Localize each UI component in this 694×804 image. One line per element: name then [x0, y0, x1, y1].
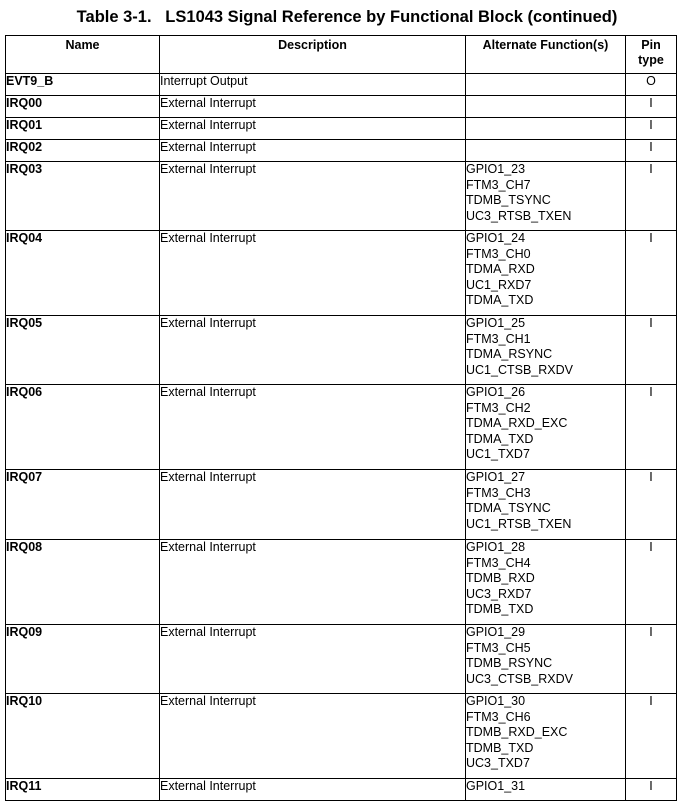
alternate-function: TDMA_RXD_EXC [466, 416, 568, 430]
pin-type: I [626, 140, 677, 162]
table-row [6, 231, 677, 316]
alternate-function: FTM3_CH6 [466, 709, 531, 724]
alternate-function: UC3_RTSB_TXEN [466, 208, 572, 223]
pin-type: O [626, 74, 677, 96]
alternate-function: GPIO1_28 [466, 540, 526, 554]
alternate-functions [466, 96, 626, 118]
signal-name: IRQ07 [6, 470, 160, 540]
header-pin-type-line2: type [638, 53, 664, 67]
header-alternate-functions: Alternate Function(s) [466, 36, 626, 74]
table-row [6, 779, 677, 801]
table-row [6, 470, 677, 540]
pin-type: I [626, 118, 677, 140]
alternate-function: TDMB_RSYNC [466, 656, 553, 670]
pin-type: I [626, 96, 677, 118]
header-pin-type [626, 36, 677, 74]
signal-description: External Interrupt [160, 316, 466, 385]
pin-type: I [626, 162, 677, 231]
table-row [6, 140, 677, 162]
signal-description: External Interrupt [160, 694, 466, 779]
table-row [6, 74, 677, 96]
alternate-function: FTM3_CH0 [466, 246, 531, 261]
signal-name: IRQ05 [6, 316, 160, 385]
alternate-function: TDMA_RXD [466, 262, 535, 276]
signal-name: IRQ00 [6, 96, 160, 118]
alternate-functions [466, 118, 626, 140]
alternate-functions [466, 74, 626, 96]
alternate-function: UC1_TXD7 [466, 447, 530, 461]
signal-table [5, 35, 677, 801]
alternate-function: GPIO1_26 [466, 385, 526, 399]
signal-name: EVT9_B [6, 74, 160, 96]
alternate-function: TDMA_TXD [466, 293, 534, 307]
table-row [6, 316, 677, 385]
alternate-function: UC1_RXD7 [466, 277, 532, 292]
alternate-function: TDMA_RSYNC [466, 347, 553, 361]
alternate-function: FTM3_CH2 [466, 400, 531, 415]
header-description: Description [160, 36, 466, 74]
alternate-function: GPIO1_23 [466, 162, 526, 176]
alternate-functions [466, 162, 626, 231]
alternate-functions [466, 694, 626, 779]
signal-description: Interrupt Output [160, 74, 466, 96]
alternate-functions [466, 625, 626, 694]
signal-description: External Interrupt [160, 118, 466, 140]
signal-name: IRQ04 [6, 231, 160, 316]
alternate-function: TDMB_TXD [466, 740, 534, 755]
header-row [6, 36, 677, 74]
signal-description: External Interrupt [160, 96, 466, 118]
alternate-function: FTM3_CH3 [466, 485, 531, 500]
table-row [6, 162, 677, 231]
signal-description: External Interrupt [160, 470, 466, 540]
alternate-functions [466, 231, 626, 316]
alternate-function: UC3_RXD7 [466, 586, 532, 601]
alternate-function: UC3_TXD7 [466, 756, 530, 770]
signal-description: External Interrupt [160, 162, 466, 231]
alternate-function: GPIO1_24 [466, 231, 526, 245]
table-row [6, 625, 677, 694]
table-row [6, 540, 677, 625]
signal-description: External Interrupt [160, 140, 466, 162]
alternate-functions [466, 385, 626, 470]
pin-type: I [626, 694, 677, 779]
alternate-function: GPIO1_29 [466, 625, 526, 639]
table-row [6, 118, 677, 140]
signal-name: IRQ03 [6, 162, 160, 231]
alternate-function: TDMB_RXD [466, 571, 535, 585]
pin-type: I [626, 470, 677, 540]
signal-description: External Interrupt [160, 231, 466, 316]
alternate-functions [466, 140, 626, 162]
signal-name: IRQ09 [6, 625, 160, 694]
alternate-functions [466, 470, 626, 540]
header-pin-type-line1: Pin [641, 38, 661, 52]
alternate-function: GPIO1_31 [466, 779, 526, 793]
alternate-function: TDMA_TXD [466, 431, 534, 446]
pin-type: I [626, 779, 677, 801]
alternate-function: UC3_CTSB_RXDV [466, 671, 573, 686]
pin-type: I [626, 625, 677, 694]
alternate-function: FTM3_CH7 [466, 177, 531, 192]
pin-type: I [626, 316, 677, 385]
header-name: Name [6, 36, 160, 74]
alternate-function: TDMB_RXD_EXC [466, 725, 568, 739]
table-title: Table 3-1. LS1043 Signal Reference by Functional Block (continued) [76, 8, 618, 26]
alternate-function: TDMB_TXD [466, 602, 534, 616]
alternate-function: UC1_RTSB_TXEN [466, 516, 572, 531]
alternate-function: FTM3_CH1 [466, 331, 531, 346]
table-row [6, 694, 677, 779]
alternate-functions [466, 316, 626, 385]
alternate-functions [466, 540, 626, 625]
signal-name: IRQ10 [6, 694, 160, 779]
alternate-function: GPIO1_30 [466, 694, 526, 708]
alternate-function: GPIO1_27 [466, 470, 526, 484]
alternate-function: FTM3_CH4 [466, 555, 531, 570]
pin-type: I [626, 231, 677, 316]
alternate-functions [466, 779, 626, 801]
signal-name: IRQ01 [6, 118, 160, 140]
signal-description: External Interrupt [160, 625, 466, 694]
signal-name: IRQ08 [6, 540, 160, 625]
signal-name: IRQ06 [6, 385, 160, 470]
signal-description: External Interrupt [160, 385, 466, 470]
table-row [6, 96, 677, 118]
table-row [6, 385, 677, 470]
alternate-function: FTM3_CH5 [466, 640, 531, 655]
signal-name: IRQ11 [6, 779, 160, 801]
alternate-function: TDMA_TSYNC [466, 501, 551, 515]
signal-description: External Interrupt [160, 540, 466, 625]
alternate-function: TDMB_TSYNC [466, 193, 551, 207]
alternate-function: GPIO1_25 [466, 316, 526, 330]
alternate-function: UC1_CTSB_RXDV [466, 362, 573, 377]
pin-type: I [626, 540, 677, 625]
signal-description: External Interrupt [160, 779, 466, 801]
pin-type: I [626, 385, 677, 470]
signal-name: IRQ02 [6, 140, 160, 162]
table-body [6, 74, 677, 801]
